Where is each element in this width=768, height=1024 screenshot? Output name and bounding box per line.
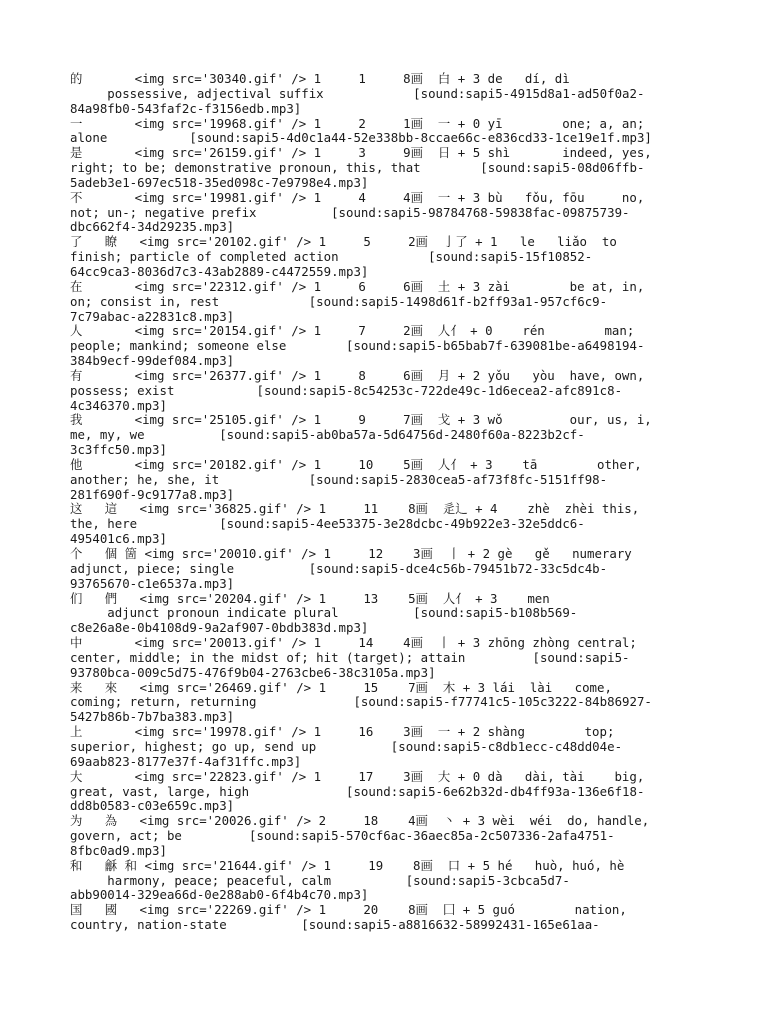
entry-line: possess; exist [sound:sapi5-8c54253c-722de49c-1d6ecea2-afc891c8- — [70, 383, 623, 398]
entry-line: alone [sound:sapi5-4d0c1a44-52e338bb-8ccae66c-e836cd33-1ce19e1f.mp3] — [70, 131, 652, 146]
entry-line: 上 <img src='19978.gif' /> 1 16 3画 一 + 2 shàng top; — [70, 725, 615, 740]
entry-line: govern, act; be [sound:sapi5-570cf6ac-36aec85a-2c507336-2afa4751- — [70, 829, 615, 844]
entry-line: 中 <img src='20013.gif' /> 1 14 4画 丨 + 3 zhōng zhòng central; — [70, 636, 637, 651]
dictionary-entry — [70, 681, 720, 726]
entry-line: 个 個 箇 <img src='20010.gif' /> 1 12 3画 丨 + 2 gè gě numerary — [70, 547, 632, 561]
entry-line: 们 們 <img src='20204.gif' /> 1 13 5画 人亻 + 3 men — [70, 591, 550, 606]
entry-line: 为 為 <img src='20026.gif' /> 2 18 4画 丶 + 3 wèi wéi do, handle, — [70, 814, 650, 829]
entry-line: not; un-; negative prefix [sound:sapi5-98784768-59838fac-09875739- — [70, 205, 630, 220]
entry-line: center, middle; in the midst of; hit (target); attain [sound:sapi5- — [70, 650, 630, 665]
entry-line: 大 <img src='22823.gif' /> 1 17 3画 大 + 0 dà dài, tài big, — [70, 769, 645, 784]
dictionary-entry — [70, 814, 720, 859]
dictionary-entry — [70, 903, 720, 933]
entry-line: coming; return, returning [sound:sapi5-f77741c5-105c3222-84b86927- — [70, 695, 652, 710]
entry-line: me, my, we [sound:sapi5-ab0ba57a-5d64756d-2480f60a-8223b2cf- — [70, 428, 585, 443]
entry-line: 来 來 <img src='26469.gif' /> 1 15 7画 木 + 3 lái lài come, — [70, 680, 612, 695]
entry-line: abb90014-329ea66d-0e288ab0-6f4b4c70.mp3] — [70, 888, 369, 903]
dictionary-entry — [70, 72, 720, 117]
entry-line: dd8b0583-c03e659c.mp3] — [70, 799, 235, 814]
dictionary-entry — [70, 636, 720, 681]
entry-line: 的 <img src='30340.gif' /> 1 1 8画 白 + 3 de dí, dì — [70, 72, 570, 86]
entry-line: 5adeb3e1-697ec518-35ed098c-7e9798e4.mp3] — [70, 175, 369, 190]
entry-line: 他 <img src='20182.gif' /> 1 10 5画 人亻 + 3 tā other, — [70, 457, 642, 472]
entry-line: dbc662f4-34d29235.mp3] — [70, 220, 235, 235]
dictionary-entry — [70, 324, 720, 369]
entry-line: c8e26a8e-0b4108d9-9a2af907-0bdb383d.mp3] — [70, 621, 369, 636]
dictionary-entry — [70, 770, 720, 815]
entry-line: 93765670-c1e6537a.mp3] — [70, 576, 235, 591]
entry-line: superior, highest; go up, send up [sound:sapi5-c8db1ecc-c48dd04e- — [70, 739, 623, 754]
entry-line: the, here [sound:sapi5-4ee53375-3e28dcbc-49b922e3-32e5ddc6- — [70, 517, 585, 532]
entry-line: 495401c6.mp3] — [70, 532, 167, 547]
entry-line: 不 <img src='19981.gif' /> 1 4 4画 一 + 3 bù fǒu, fōu no, — [70, 190, 645, 205]
entry-line: 5427b86b-7b7ba383.mp3] — [70, 710, 235, 725]
entry-line: 在 <img src='22312.gif' /> 1 6 6画 土 + 3 zài be at, in, — [70, 279, 645, 294]
dictionary-entry — [70, 235, 720, 280]
dictionary-entry — [70, 146, 720, 191]
dictionary-entry — [70, 280, 720, 325]
entry-line: 4c346370.mp3] — [70, 398, 167, 413]
entry-line: 84a98fb0-543faf2c-f3156edb.mp3] — [70, 101, 302, 116]
entry-line: 93780bca-009c5d75-476f9b04-2763cbe6-38c3105a.mp3] — [70, 665, 436, 680]
dictionary-entry — [70, 413, 720, 458]
entry-line: 是 <img src='26159.gif' /> 1 3 9画 日 + 5 shì indeed, yes, — [70, 146, 652, 161]
entry-line: finish; particle of completed action [sound:sapi5-15f10852- — [70, 250, 593, 265]
entry-line: 69aab823-8177e37f-4af31ffc.mp3] — [70, 754, 302, 769]
entry-line: 一 <img src='19968.gif' /> 1 2 1画 一 + 0 yī one; a, an; — [70, 116, 645, 131]
entry-line: 281f690f-9c9177a8.mp3] — [70, 487, 235, 502]
entry-line: 有 <img src='26377.gif' /> 1 8 6画 月 + 2 yǒu yòu have, own, — [70, 368, 645, 383]
dictionary-entry — [70, 592, 720, 637]
entry-line: another; he, she, it [sound:sapi5-2830cea5-af73f8fc-5151ff98- — [70, 472, 608, 487]
entry-line: 384b9ecf-99def084.mp3] — [70, 354, 235, 369]
entry-line: 7c79abac-a22831c8.mp3] — [70, 309, 235, 324]
entry-line: country, nation-state [sound:sapi5-a8816632-58992431-165e61aa- — [70, 918, 600, 933]
entry-line: 和 龢 和 <img src='21644.gif' /> 1 19 8画 口 + 5 hé huò, huó, hè — [70, 858, 625, 873]
entry-line: 8fbc0ad9.mp3] — [70, 843, 167, 858]
entry-line: possessive, adjectival suffix [sound:sapi5-4915d8a1-ad50f0a2- — [70, 86, 645, 101]
dictionary-entry — [70, 191, 720, 236]
entry-line: people; mankind; someone else [sound:sapi5-b65bab7f-639081be-a6498194- — [70, 339, 645, 354]
entry-line: 64cc9ca3-8036d7c3-43ab2889-c4472559.mp3] — [70, 264, 369, 279]
entry-line: great, vast, large, high [sound:sapi5-6e62b32d-db4ff93a-136e6f18- — [70, 784, 645, 799]
entry-line: adjunct pronoun indicate plural [sound:sapi5-b108b569- — [70, 606, 578, 621]
entry-line: 这 這 <img src='36825.gif' /> 1 11 8画 辵辶 + 4 zhè zhèi this, — [70, 502, 640, 517]
entry-line: 国 國 <img src='22269.gif' /> 1 20 8画 囗 + 5 guó nation, — [70, 903, 627, 918]
entry-line: adjunct, piece; single [sound:sapi5-dce4c56b-79451b72-33c5dc4b- — [70, 561, 608, 576]
dictionary-entry — [70, 502, 720, 547]
dictionary-entry — [70, 725, 720, 770]
dictionary-entry — [70, 369, 720, 414]
entry-line: 人 <img src='20154.gif' /> 1 7 2画 人亻 + 0 rén man; — [70, 324, 635, 339]
dictionary-entry — [70, 859, 720, 904]
entry-line: harmony, peace; peaceful, calm [sound:sapi5-3cbca5d7- — [70, 873, 570, 888]
dictionary-entry — [70, 458, 720, 503]
entry-line: on; consist in, rest [sound:sapi5-1498d61f-b2ff93a1-957cf6c9- — [70, 294, 608, 309]
entry-line: 3c3ffc50.mp3] — [70, 443, 167, 458]
dictionary-entry — [70, 547, 720, 592]
entry-line: 我 <img src='25105.gif' /> 1 9 7画 戈 + 3 wǒ our, us, i, — [70, 413, 652, 428]
dictionary-entry — [70, 117, 720, 147]
entry-line: 了 瞭 <img src='20102.gif' /> 1 5 2画 亅了 + 1 le liǎo to — [70, 235, 617, 250]
entry-line: right; to be; demonstrative pronoun, this, that [sound:sapi5-08d06ffb- — [70, 161, 645, 176]
